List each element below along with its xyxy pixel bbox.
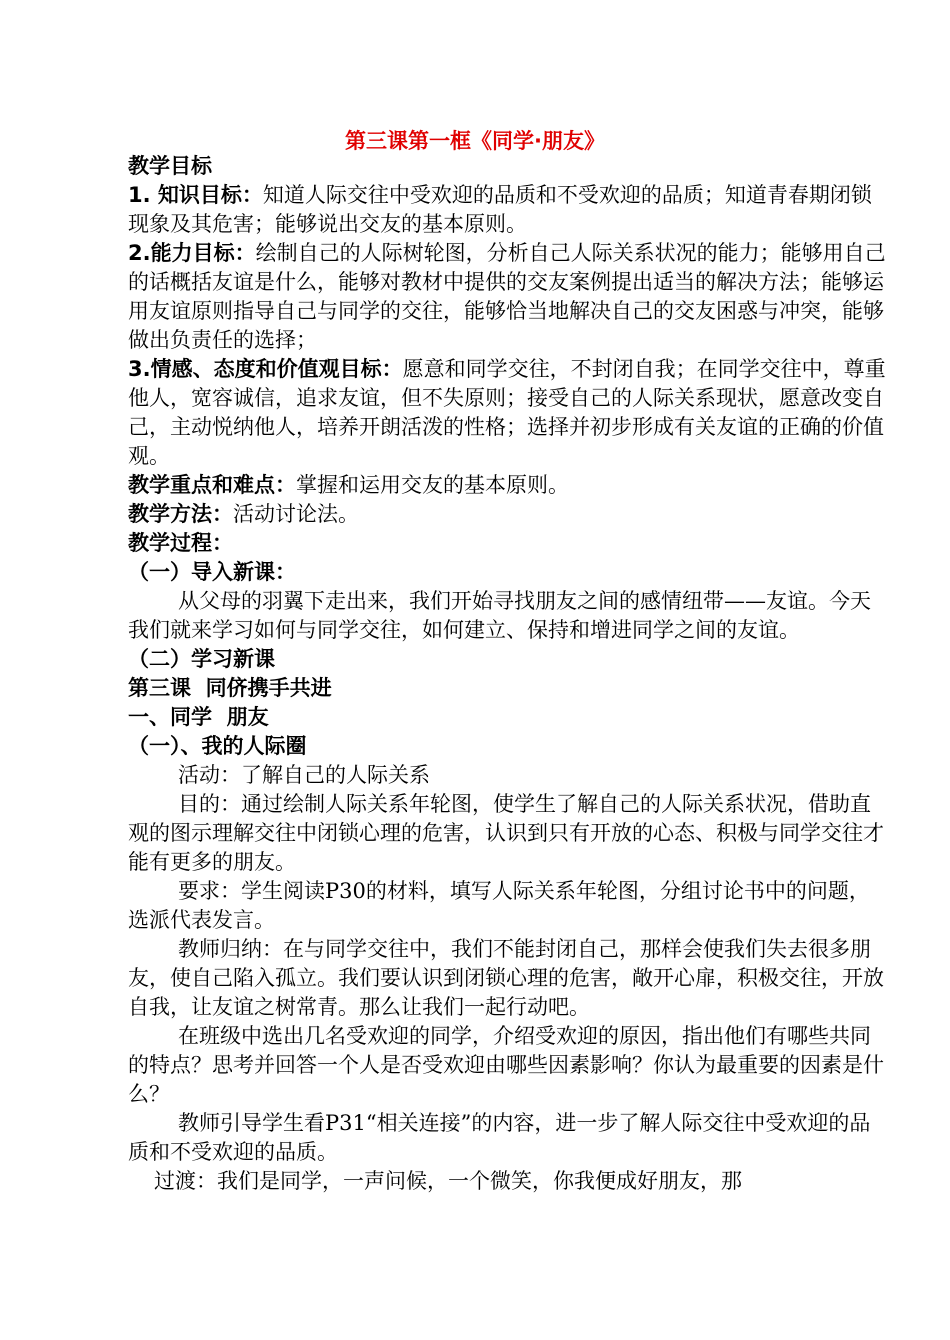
knowledge-objective [128, 181, 888, 239]
method-text: 活动讨论法。 [233, 502, 359, 526]
ability-objective [128, 239, 888, 355]
guide-paragraph: 教师引导学生看P31“相关连接”的内容，进一步了解人际交往中受欢迎的品质和不受欢迎的品质。 [128, 1111, 871, 1164]
attitude-objective [128, 355, 888, 471]
purpose-paragraph: 目的：通过绘制人际关系年轮图，使学生了解自己的人际关系状况，借助直观的图示理解交往中闭锁心理的危害，认识到只有开放的心态、积极与同学交往才能有更多的朋友。 [128, 792, 884, 874]
part-heading: 一、同学 朋友 [128, 705, 269, 729]
transition-paragraph: 过渡：我们是同学，一声问候，一个微笑，你我便成好朋友，那 [154, 1169, 742, 1193]
method-label: 教学方法： [128, 502, 233, 526]
new-lesson-heading: （二）学习新课 [128, 647, 275, 671]
document-body [128, 152, 888, 1196]
key-points-label: 教学重点和难点： [128, 473, 296, 497]
knowledge-text: 知道人际交往中受欢迎的品质和不受欢迎的品质；知道青春期闭锁现象及其危害；能够说出交友的基本原则。 [128, 183, 872, 236]
process-heading: 教学过程： [128, 531, 233, 555]
intro-heading: （一）导入新课： [128, 560, 296, 584]
attitude-label: 3.情感、态度和价值观目标： [128, 357, 403, 381]
ability-text: 绘制自己的人际树轮图，分析自己人际关系状况的能力；能够用自己的话概括友谊是什么，能够对教材中提供的交友案例提出适当的解决方法；能够运用友谊原则指导自己与同学的交往，能够恰当地解决自己的交友困惑与冲突，能够做出负责任的选择； [128, 241, 886, 352]
class-activity-paragraph: 在班级中选出几名受欢迎的同学，介绍受欢迎的原因，指出他们有哪些共同的特点？思考并回答一个人是否受欢迎由哪些因素影响？你认为最重要的因素是什么？ [128, 1024, 884, 1106]
activity-line: 活动：了解自己的人际关系 [178, 763, 430, 787]
teaching-method [128, 500, 888, 529]
requirement-paragraph: 要求：学生阅读P30的材料，填写人际关系年轮图，分组讨论书中的问题，选派代表发言。 [128, 879, 870, 932]
knowledge-label: 1. 知识目标： [128, 183, 263, 207]
objectives-heading: 教学目标 [128, 154, 212, 178]
teacher-summary-paragraph: 教师归纳：在与同学交往中，我们不能封闭自己，那样会使我们失去很多朋友，使自己陷入孤立。我们要认识到闭锁心理的危害，敞开心扉，积极交往，开放自我，让友谊之树常青。那么让我们一起行动吧。 [128, 937, 884, 1019]
lesson-heading: 第三课 同侪携手共进 [128, 676, 332, 700]
sub-heading: （一）、我的人际圈 [128, 734, 307, 758]
attitude-text: 愿意和同学交往，不封闭自我；在同学交往中，尊重他人，宽容诚信，追求友谊，但不失原则；接受自己的人际关系现状，愿意改变自己，主动悦纳他人，培养开朗活泼的性格；选择并初步形成有关友谊的正确的价值观。 [128, 357, 886, 468]
key-points [128, 471, 888, 500]
ability-label: 2.能力目标： [128, 241, 256, 265]
intro-paragraph: 从父母的羽翼下走出来，我们开始寻找朋友之间的感情纽带——友谊。今天我们就来学习如何与同学交往，如何建立、保持和增进同学之间的友谊。 [128, 589, 871, 642]
key-points-text: 掌握和运用交友的基本原则。 [296, 473, 569, 497]
document-title: 第三课第一框《同学·朋友》 [345, 129, 605, 153]
